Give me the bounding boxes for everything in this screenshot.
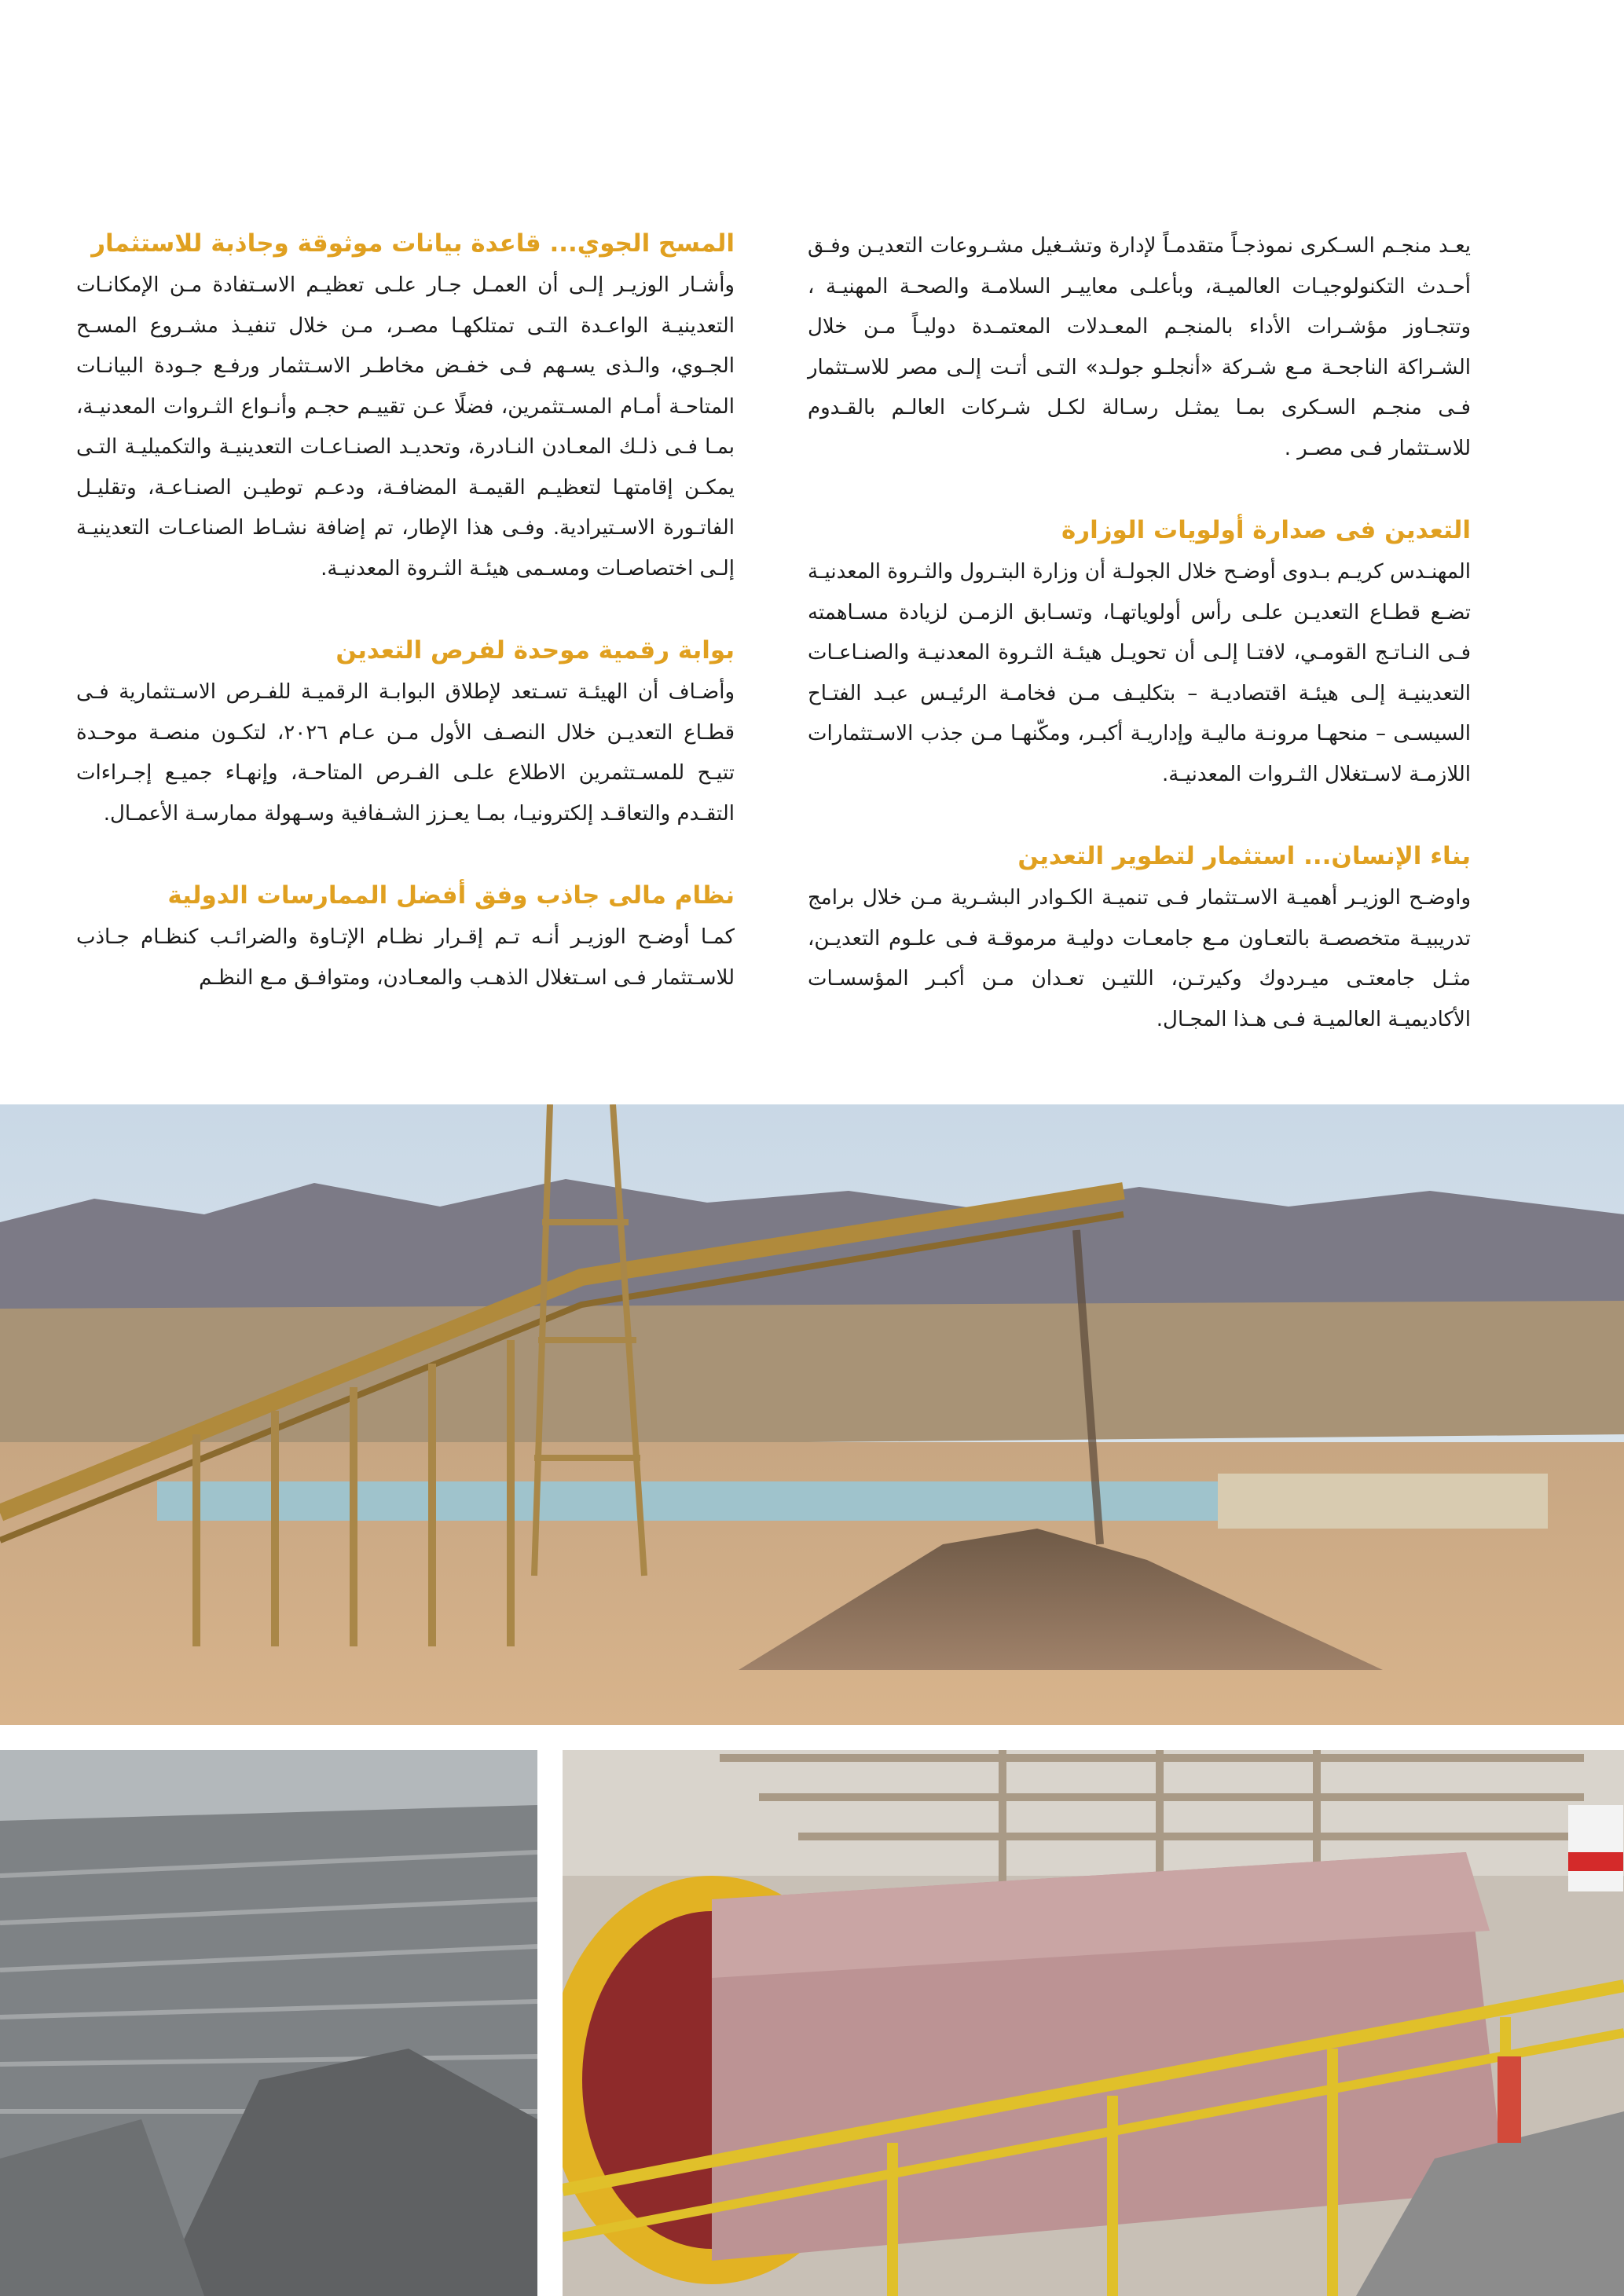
ball-mill-photo [563, 1750, 1624, 2296]
section-heading: نظام مالى جاذب وفق أفضل الممارسات الدولية [167, 881, 735, 910]
intro-paragraph: يعـد منجـم السـكرى نموذجـاً متقدمـاً لإدارة وتشـغيل مشـروعات التعديـن وفـق أحـدث التكنولوجيـات العالميـة، وبأعلـى معاييـر السلامـة والصحـة المهنيـة ، وتتجـاوز مؤشـرات الأداء بالمنجـم المعـدلات المعتمـدة دوليـاً مـن خلال الشـراكة الناجحـة مـع شـركة «أنجلـو جولـد» التـى أتـت إلـى مصر للاسـتثمار فـى منجـم السـكرى بمـا يمثـل رسـالة لكـل شـركات العالـم بالقـدوم للاسـتثمار فـى مصـر . [808, 234, 1471, 460]
section-body: وأشـار الوزيـر إلـى أن العمـل جـار علـى تعظيـم الاسـتفادة مـن الإمكانـات التعدينيـة الواعـدة التـى تمتلكهـا مصـر، مـن خلال تنفيـذ مشـروع المسـح الجـوي، والـذى يسـهم فـى خفـض مخاطـر الاسـتثمار ورفـع جـودة البيانـات المتاحـة أمـام المسـتثمرين، فضلًا عـن تقييـم حجـم وأنـواع الثـروات المعدنيـة، بمـا فـى ذلـك المعـادن النـادرة، وتحديـد الصنـاعـات التعدينيـة والتكميليـة التـى يمكـن إقامتهـا لتعظيـم القيمـة المضافـة، ودعـم توطيـن الصنـاعـة، وتقليـل الفاتـورة الاسـتيرادية. وفـى هذا الإطار، تم إضافة نشـاط الصناعـات التعدينيـة إلـى اختصاصـات ومسـمى هيئـة الثـروة المعدنيـة. [76, 273, 735, 580]
section-heading: بناء الإنسان... استثمار لتطوير التعدين [1017, 842, 1471, 870]
section-heading: بوابة رقمية موحدة لفرص التعدين [335, 636, 735, 665]
right-text-column [808, 226, 1471, 1040]
left-text-column [76, 226, 735, 998]
section-body: المهنـدس كريـم بـدوى أوضـح خلال الجولـة أن وزارة البتـرول والثـروة المعدنيـة تضـع قطـاع التعديـن علـى رأس أولوياتهـا، وتسـابق الزمـن لزيادة مسـاهمته فـى النـاتـج القومـي، لافتـا إلـى أن تحويـل هيئـة الثـروة المعدنيـة والصنـاعـات التعدينيـة إلـى هيئـة اقتصاديـة – بتكليـف مـن فخامـة الرئيـس عبـد الفتـاح السيسـى – منحهـا مرونـة ماليـة وإداريـة أكبـر، ومكّنهـا مـن جذب الاسـتثمارات اللازمـة لاسـتغلال الثـروات المعدنيـة. [808, 560, 1471, 786]
section-aerial-survey [76, 226, 735, 589]
conveyor-stockpile-photo [0, 1104, 1624, 1725]
section-body: واوضـح الوزيـر أهميـة الاسـتثمار فـى تنميـة الكـوادر البشـرية مـن خلال برامج تدريبيـة متخصصـة بالتعـاون مـع جامعـات دوليـة مرموقـة فـى علـوم التعديـن، مثـل جامعتـى ميـردوك وكيرتـن، اللتيـن تعـدان مـن أكبـر المؤسسـات الأكاديميـة العالميـة فـى هـذا المجـال. [808, 886, 1471, 1031]
section-digital-portal [76, 633, 735, 834]
open-pit-mine-photo [0, 1750, 537, 2296]
section-heading: المسح الجوي... قاعدة بيانات موثوقة وجاذبة للاستثمار [91, 229, 735, 258]
section-heading: التعدين فى صدارة أولويات الوزارة [1061, 516, 1471, 544]
section-human-capital [808, 839, 1471, 1040]
section-mining-priority [808, 513, 1471, 795]
section-body: وأضـاف أن الهيئـة تسـتعد لإطلاق البوابـة الرقميـة للفـرص الاسـتثمارية فـى قطـاع التعديـن خلال النصـف الأول مـن عـام ٢٠٢٦، لتكـون منصـة موحـدة تتيـح للمسـتثمرين الاطلاع علـى الفـرص المتاحـة، وإنهـاء جميـع إجـراءات التقـدم والتعاقـد إلكترونيـا، بمـا يعـزز الشـفافية وسـهولة ممارسـة الأعمـال. [76, 680, 735, 826]
section-body: كمـا أوضـح الوزيـر أنـه تـم إقـرار نظـام الإتـاوة والضرائـب كنظـام جـاذب للاسـتثمار فـى اسـتغلال الذهـب والمعـادن، ومتوافـق مـع النظـم [76, 925, 735, 990]
section-fiscal-regime [76, 878, 735, 998]
